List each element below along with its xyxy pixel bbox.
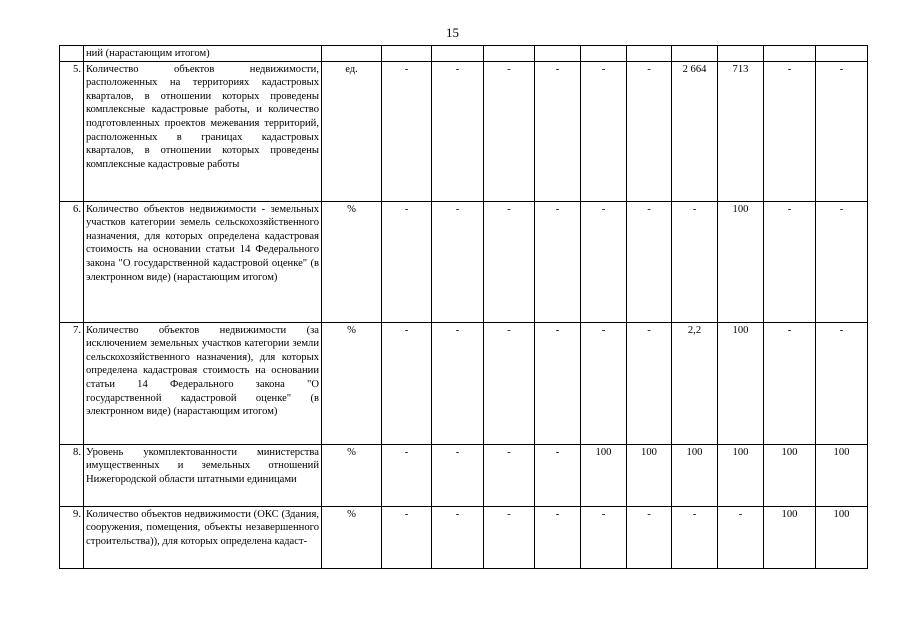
value-cell (764, 46, 816, 62)
value-cell: - (382, 506, 432, 568)
value-cell: 2,2 (672, 322, 718, 444)
indicator-name: Количество объектов недвижимости, расположенных на территориях кадастровых кварталов, в отношении которых проведены комплексные кадастровые работы, и количество подготовленных проектов межевания территорий, расположенных в границах кадастровых кварталов, в отношении которых проведены комплексные кадастровые работы (84, 61, 322, 201)
value-cell: - (627, 322, 672, 444)
value-cell: - (535, 322, 581, 444)
value-cell (816, 46, 868, 62)
value-cell: - (432, 201, 484, 322)
value-cell: - (484, 506, 535, 568)
unit-cell: ед. (322, 61, 382, 201)
value-cell: 713 (718, 61, 764, 201)
value-cell: 100 (764, 444, 816, 506)
unit-cell: % (322, 444, 382, 506)
indicator-name: Уровень укомплектованности министерства имущественных и земельных отношений Нижегородской области штатными единицами (84, 444, 322, 506)
table-row (60, 201, 868, 322)
value-cell: - (432, 506, 484, 568)
row-number: 6. (60, 201, 84, 322)
row-number: 7. (60, 322, 84, 444)
row-number: 9. (60, 506, 84, 568)
value-cell: - (672, 201, 718, 322)
value-cell: - (382, 444, 432, 506)
value-cell (484, 46, 535, 62)
value-cell: - (627, 506, 672, 568)
value-cell: 100 (816, 506, 868, 568)
page-number: 15 (446, 25, 459, 40)
value-cell: - (764, 201, 816, 322)
value-cell: - (816, 322, 868, 444)
value-cell: - (432, 322, 484, 444)
value-cell: - (535, 506, 581, 568)
indicator-name: Количество объектов недвижимости (ОКС (Здания, сооружения, помещения, объекты незавершенного строительства)), для которых определена кадаст- (84, 506, 322, 568)
value-cell: - (816, 61, 868, 201)
value-cell: - (432, 444, 484, 506)
table-row (60, 506, 868, 568)
table-row (60, 322, 868, 444)
value-cell: 100 (627, 444, 672, 506)
value-cell (382, 46, 432, 62)
value-cell (672, 46, 718, 62)
value-cell: - (672, 506, 718, 568)
value-cell: - (535, 61, 581, 201)
value-cell: 100 (816, 444, 868, 506)
value-cell: - (382, 322, 432, 444)
value-cell: - (627, 201, 672, 322)
value-cell: - (484, 444, 535, 506)
indicator-name: Количество объектов недвижимости - земельных участков категории земель сельскохозяйственного назначения, для которых определена кадастровая стоимость на основании статьи 14 Федерального закона "О государственной кадастровой оценке" (в электронном виде) (нарастающим итогом) (84, 201, 322, 322)
value-cell: - (535, 201, 581, 322)
value-cell: - (627, 61, 672, 201)
indicator-name: ний (нарастающим итогом) (84, 46, 322, 62)
value-cell (627, 46, 672, 62)
value-cell (718, 46, 764, 62)
value-cell: - (581, 61, 627, 201)
unit-cell: % (322, 201, 382, 322)
value-cell: 100 (718, 201, 764, 322)
indicator-name: Количество объектов недвижимости (за исключением земельных участков категории земли сельскохозяйственного назначения), для которых определена кадастровая стоимость на основании статьи 14 Федерального закона "О государственной кадастровой оценке" (в электронном виде) (нарастающим итогом) (84, 322, 322, 444)
value-cell: - (764, 61, 816, 201)
value-cell: 100 (764, 506, 816, 568)
value-cell: 100 (718, 444, 764, 506)
value-cell: - (484, 201, 535, 322)
unit-cell: % (322, 322, 382, 444)
value-cell: - (581, 201, 627, 322)
row-number: 5. (60, 61, 84, 201)
value-cell: 100 (718, 322, 764, 444)
table-row (60, 46, 868, 62)
indicators-table (59, 45, 868, 569)
value-cell (535, 46, 581, 62)
value-cell: - (432, 61, 484, 201)
value-cell: - (382, 61, 432, 201)
table-row (60, 61, 868, 201)
unit-cell: % (322, 506, 382, 568)
value-cell: 100 (672, 444, 718, 506)
value-cell: - (535, 444, 581, 506)
value-cell: - (718, 506, 764, 568)
value-cell: 2 664 (672, 61, 718, 201)
value-cell: - (581, 322, 627, 444)
value-cell: - (484, 61, 535, 201)
table-row (60, 444, 868, 506)
value-cell: - (764, 322, 816, 444)
value-cell: 100 (581, 444, 627, 506)
row-number (60, 46, 84, 62)
value-cell: - (382, 201, 432, 322)
value-cell (581, 46, 627, 62)
unit-cell (322, 46, 382, 62)
value-cell: - (484, 322, 535, 444)
value-cell: - (816, 201, 868, 322)
value-cell (432, 46, 484, 62)
value-cell: - (581, 506, 627, 568)
row-number: 8. (60, 444, 84, 506)
